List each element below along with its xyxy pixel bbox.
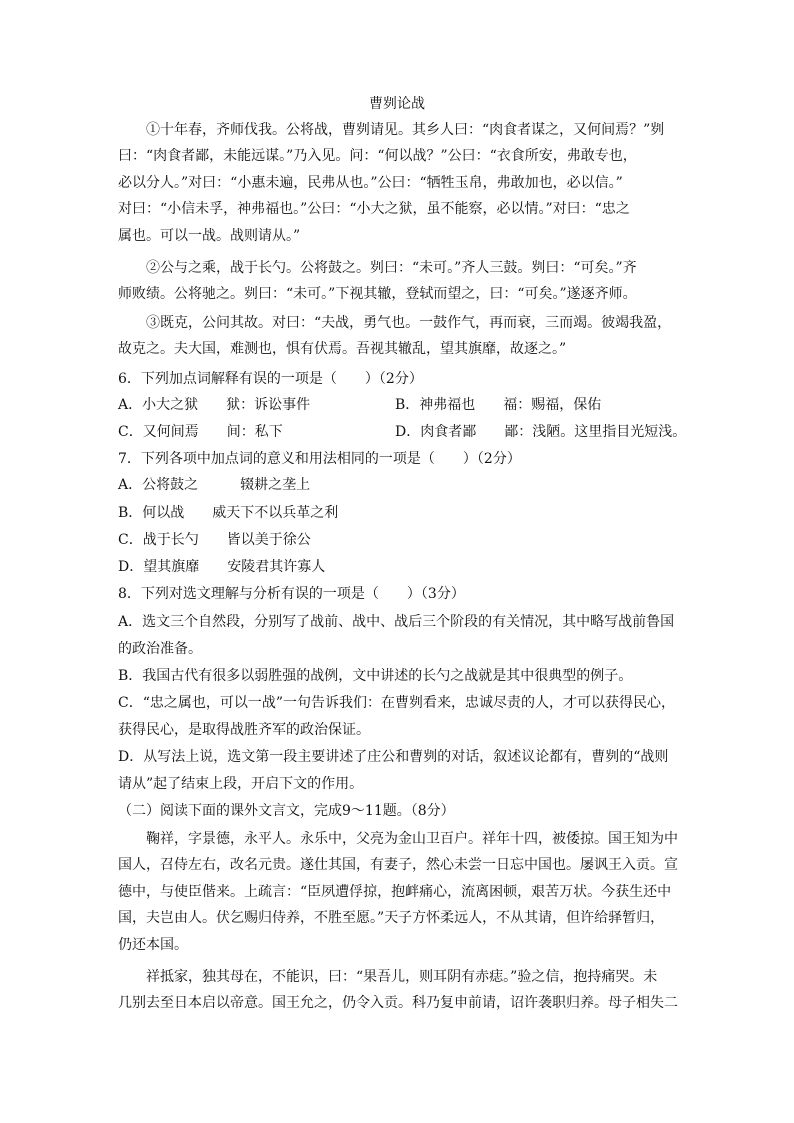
option-c: C．战于长勺 皆以美于徐公 [118,532,311,548]
option-d: D．从写法上说，选文第一段主要讲述了庄公和曹刿的对话，叙述议论都有，曹刿的“战则 [118,749,669,765]
option-d: D．望其旗靡 安陵君其许寡人 [118,559,326,575]
option-b: B．何以战 威天下不以兵革之利 [118,505,339,521]
page-title: 曹刿论战 [369,96,425,112]
text-line: 对曰：“小信未孚，神弗福也。”公曰：“小大之狱，虽不能察，必以情。”对曰：“忠之 [118,201,630,218]
text-line: 几别去至日本启以帝意。国王允之，仍令入贡。科乃复申前请，诏许袭职归养。母子相失二 [118,995,678,1012]
text-line: ①十年春，齐师伐我。公将战，曹刿请见。其乡人曰：“肉食者谋之，又何间焉？”刿 [146,122,665,138]
text-line: 仍还本国。 [118,936,188,953]
question-6-options-row-1 [118,392,698,418]
option-b: B．我国古代有很多以弱胜强的战例，文中讲述的长勺之战就是其中很典型的例子。 [118,668,633,684]
paragraph-1 [118,117,690,249]
option-c: C．又何间焉 间：私下 [118,424,283,440]
section-heading: （二）阅读下面的课外文言文，完成9～11题。（8分） [118,803,455,819]
question-6-stem: 6．下列加点词解释有误的一项是（ ）（2分） [118,371,423,387]
option-c: C．“忠之属也，可以一战”一句告诉我们：在曹刿看来，忠诚尽责的人，才可以获得民心， [118,695,676,711]
paragraph-5 [118,964,690,1017]
option-a: A．公将鼓之 辍耕之垄上 [118,477,311,493]
question-8-stem: 8．下列对选文理解与分析有误的一项是（ ）（3分） [118,586,465,602]
text-line: 国，夫岂由人。伏乞赐归侍养，不胜至愿。”天子方怀柔远人，不从其请，但许给驿暂归， [118,910,665,927]
question-7-stem: 7．下列各项中加点词的意义和用法相同的一项是（ ）（2分） [118,451,521,467]
option-d: D．肉食者鄙 鄙：浅陋。这里指目光短浅。 [395,424,687,440]
question-6-options-row-2 [118,419,698,445]
text-line: 德中，与使臣偕来。上疏言：“臣夙遭俘掠，抱衅痛心，流离困顿，艰苦万状。今获生还中 [118,883,672,900]
text-line: 鞠祥，字景德，永平人。永乐中，父亮为金山卫百户。祥年十四，被倭掠。国王知为中 [146,831,678,847]
text-line: 属也。可以一战。战则请从。” [118,227,301,244]
text-line: ②公与之乘，战于长勺。公将鼓之。刿曰：“未可。”齐人三鼓。刿曰：“可矣。”齐 [146,260,637,276]
paragraph-2 [118,255,690,308]
text-line: 国人，召侍左右，改名元贵。遂仕其国，有妻子，然心未尝一日忘中国也。屡讽王入贡。宣 [118,857,678,874]
option-c-continued: 获得民心，是取得战胜齐军的政治保证。 [118,722,370,738]
text-line: 曰：“肉食者鄙，未能远谋。”乃入见。问：“何以战？”公曰：“衣食所安，弗敢专也， [118,148,637,165]
paragraph-3 [118,310,690,363]
text-line: 师败绩。公将驰之。刿曰：“未可。”下视其辙，登轼而望之，曰：“可矣。”遂逐齐师。 [118,286,637,303]
text-line: 必以分人。”对曰：“小惠未遍，民弗从也。”公曰：“牺牲玉帛，弗敢加也，必以信。” [118,174,623,191]
option-a-continued: 的政治准备。 [118,641,202,657]
text-line: 祥抵家，独其母在，不能识，曰：“果吾儿，则耳阴有赤痣。”验之信，抱持痛哭。未 [146,969,658,985]
option-d-continued: 请从”起了结束上段，开启下文的作用。 [118,776,364,792]
paragraph-4 [118,826,690,958]
option-b: B．神弗福也 福：赐福，保佑 [395,397,602,413]
text-line: ③既克，公问其故。对曰：“夫战，勇气也。一鼓作气，再而衰，三而竭。彼竭我盈， [146,315,672,331]
option-a: A．小大之狱 狱：诉讼事件 [118,397,311,413]
option-a: A．选文三个自然段，分别写了战前、战中、战后三个阶段的有关情况，其中略写战前鲁国 [118,614,675,630]
text-line: 故克之。夫大国，难测也，惧有伏焉。吾视其辙乱，望其旗靡，故逐之。” [118,341,567,358]
